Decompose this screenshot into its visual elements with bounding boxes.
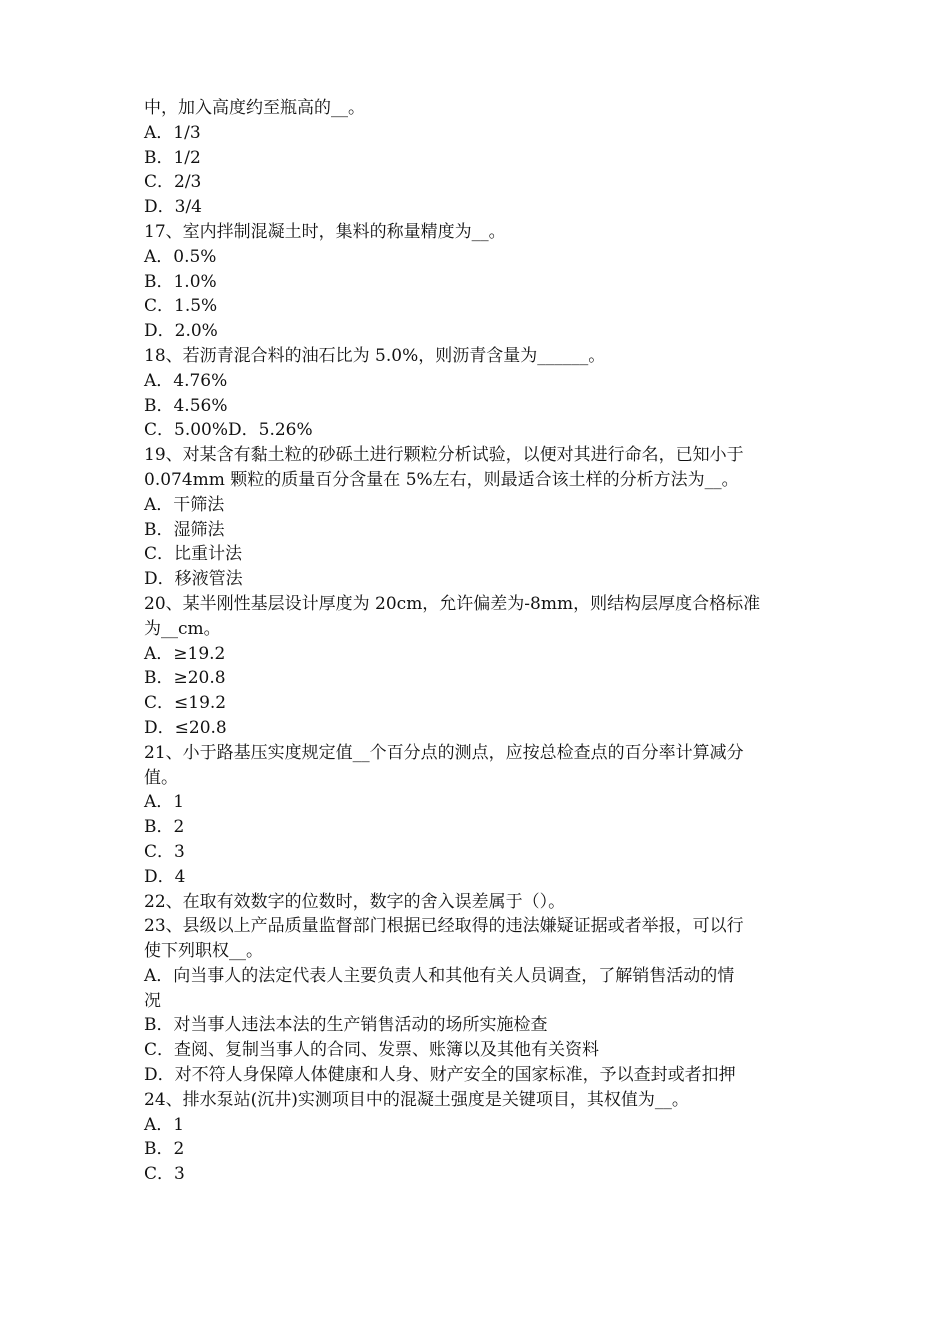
text-line: C．3 [144, 1164, 185, 1185]
text-line: C．2/3 [144, 172, 202, 193]
text-line: 24、排水泵站(沉井)实测项目中的混凝土强度是关键项目，其权值为__。 [144, 1089, 689, 1110]
text-line: 值。 [144, 767, 178, 788]
text-line: A．向当事人的法定代表人主要负责人和其他有关人员调查，了解销售活动的情 [144, 965, 735, 986]
text-line: B．4.56% [144, 395, 228, 416]
text-line: D．4 [144, 866, 186, 887]
text-line: C．比重计法 [144, 544, 243, 565]
text-line: B．1.0% [144, 271, 217, 292]
text-line: A．干筛法 [144, 494, 225, 515]
text-line: B．对当事人违法本法的生产销售活动的场所实施检查 [144, 1015, 548, 1036]
text-line: D．对不符人身保障人体健康和人身、财产安全的国家标准，予以查封或者扣押 [144, 1065, 736, 1086]
text-line: 中，加入高度约至瓶高的__。 [144, 98, 365, 118]
text-line: 为__cm。 [144, 618, 221, 639]
text-line: 23、县级以上产品质量监督部门根据已经取得的违法嫌疑证据或者举报，可以行 [144, 916, 744, 937]
text-line: B．1/2 [144, 147, 201, 168]
text-line: 18、若沥青混合料的油石比为 5.0%，则沥青含量为______。 [144, 345, 606, 366]
text-line: B．≥20.8 [144, 668, 226, 689]
text-line: 21、小于路基压实度规定值__个百分点的测点，应按总检查点的百分率计算减分 [144, 742, 744, 763]
text-line: 使下列职权__。 [144, 941, 263, 962]
text-line: C．5.00%D．5.26% [144, 420, 313, 441]
text-line: A．1/3 [144, 122, 201, 143]
text-line: A．1 [144, 792, 185, 813]
text-line: A．1 [144, 1114, 185, 1135]
text-line: 19、对某含有黏土粒的砂砾土进行颗粒分析试验，以便对其进行命名，已知小于 [144, 445, 744, 466]
text-line: D．移液管法 [144, 569, 243, 590]
text-line: B．2 [144, 817, 185, 838]
document-body [144, 96, 812, 1187]
text-line: D．≤20.8 [144, 717, 227, 738]
text-line: 20、某半刚性基层设计厚度为 20cm，允许偏差为-8mm，则结构层厚度合格标准 [144, 593, 761, 614]
text-line: C．≤19.2 [144, 693, 227, 714]
text-line: A．4.76% [144, 370, 228, 391]
text-line: 17、室内拌制混凝土时，集料的称量精度为__。 [144, 221, 506, 242]
text-line: 况 [144, 990, 161, 1011]
text-line: 22、在取有效数字的位数时，数字的舍入误差属于（）。 [144, 891, 566, 912]
text-line: C．3 [144, 841, 185, 862]
text-line: B．2 [144, 1139, 185, 1160]
text-line: B．湿筛法 [144, 519, 225, 540]
text-line: 0.074mm 颗粒的质量百分含量在 5%左右，则最适合该土样的分析方法为__。 [144, 469, 739, 490]
text-line: A．0.5% [144, 246, 217, 267]
text-line: C．1.5% [144, 296, 218, 317]
text-line: D．3/4 [144, 197, 202, 218]
text-line: A．≥19.2 [144, 643, 226, 664]
text-line: D．2.0% [144, 321, 218, 342]
text-line: C．查阅、复制当事人的合同、发票、账簿以及其他有关资料 [144, 1040, 600, 1061]
